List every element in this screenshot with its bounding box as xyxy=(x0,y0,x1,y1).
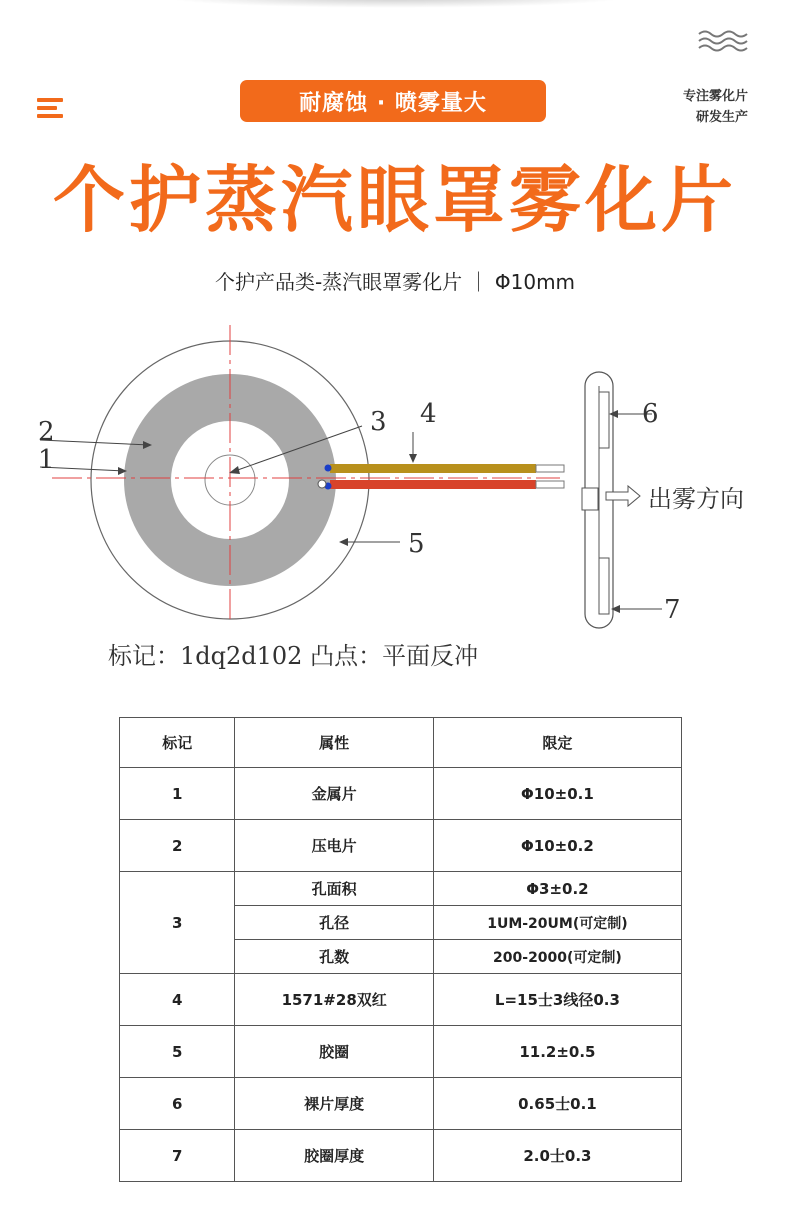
side-note xyxy=(683,86,748,128)
side-view-inner-bottom xyxy=(599,558,609,614)
wire-red xyxy=(330,480,536,489)
cell-attr: 胶圈 xyxy=(235,1026,433,1078)
table-row xyxy=(120,974,682,1026)
table-row xyxy=(120,872,682,906)
feature-badge: 耐腐蚀 · 喷雾量大 xyxy=(240,80,546,122)
wire-red-tip xyxy=(536,481,564,488)
wire-gold xyxy=(330,464,536,473)
cell-mark: 4 xyxy=(120,974,235,1026)
cell-limit: 0.65士0.1 xyxy=(433,1078,681,1130)
label-4: 4 xyxy=(420,399,437,429)
structure-diagram xyxy=(0,300,790,640)
solder-dot-ring xyxy=(318,480,326,488)
table-row xyxy=(120,1078,682,1130)
label-1: 1 xyxy=(38,445,55,475)
solder-dot-blue xyxy=(325,465,332,472)
side-note-line2: 研发生产 xyxy=(695,110,748,125)
top-shadow-decoration xyxy=(160,0,630,8)
cell-attr: 孔径 xyxy=(235,906,433,940)
cell-limit: 11.2±0.5 xyxy=(433,1026,681,1078)
cell-mark: 1 xyxy=(120,768,235,820)
table-row xyxy=(120,1130,682,1182)
label-5: 5 xyxy=(408,529,425,559)
cell-mark: 7 xyxy=(120,1130,235,1182)
table-row xyxy=(120,1026,682,1078)
cell-attr: 1571#28双红 xyxy=(235,974,433,1026)
spec-table xyxy=(119,717,682,1182)
cell-mark: 2 xyxy=(120,820,235,872)
cell-attr: 孔面积 xyxy=(235,872,433,906)
side-view-bump xyxy=(582,488,598,510)
cell-attr: 孔数 xyxy=(235,940,433,974)
table-row xyxy=(120,820,682,872)
cell-limit: 1UM-20UM(可定制) xyxy=(433,906,681,940)
label-2: 2 xyxy=(38,417,55,447)
menu-icon[interactable] xyxy=(37,98,63,122)
cell-limit: L=15士3线径0.3 xyxy=(433,974,681,1026)
spray-direction-label: 出雾方向 xyxy=(648,485,744,513)
side-view-inner-top xyxy=(599,392,609,448)
page-subtitle: 个护产品类-蒸汽眼罩雾化片 ｜ Φ10mm xyxy=(214,270,576,294)
page-title: 个护蒸汽眼罩雾化片 xyxy=(52,158,737,242)
table-row xyxy=(120,768,682,820)
side-note-line1: 专注雾化片 xyxy=(682,89,748,104)
label-6: 6 xyxy=(642,399,659,429)
header-limit: 限定 xyxy=(433,718,681,768)
cell-mark: 6 xyxy=(120,1078,235,1130)
cell-limit: 2.0士0.3 xyxy=(433,1130,681,1182)
table-header-row xyxy=(120,718,682,768)
cell-limit: Φ3±0.2 xyxy=(433,872,681,906)
cell-attr: 裸片厚度 xyxy=(235,1078,433,1130)
cell-attr: 压电片 xyxy=(235,820,433,872)
cell-mark: 5 xyxy=(120,1026,235,1078)
label-3: 3 xyxy=(370,407,387,437)
cell-attr: 金属片 xyxy=(235,768,433,820)
cell-attr: 胶圈厚度 xyxy=(235,1130,433,1182)
label-7: 7 xyxy=(664,595,681,625)
wave-icon xyxy=(698,30,750,52)
cell-limit: Φ10±0.2 xyxy=(433,820,681,872)
header-mark: 标记 xyxy=(120,718,235,768)
mark-description: 标记：1dq2d102 凸点：平面反冲 xyxy=(108,642,479,670)
cell-limit: Φ10±0.1 xyxy=(433,768,681,820)
cell-limit: 200-2000(可定制) xyxy=(433,940,681,974)
header-attr: 属性 xyxy=(235,718,433,768)
wire-gold-tip xyxy=(536,465,564,472)
cell-mark: 3 xyxy=(120,872,235,974)
